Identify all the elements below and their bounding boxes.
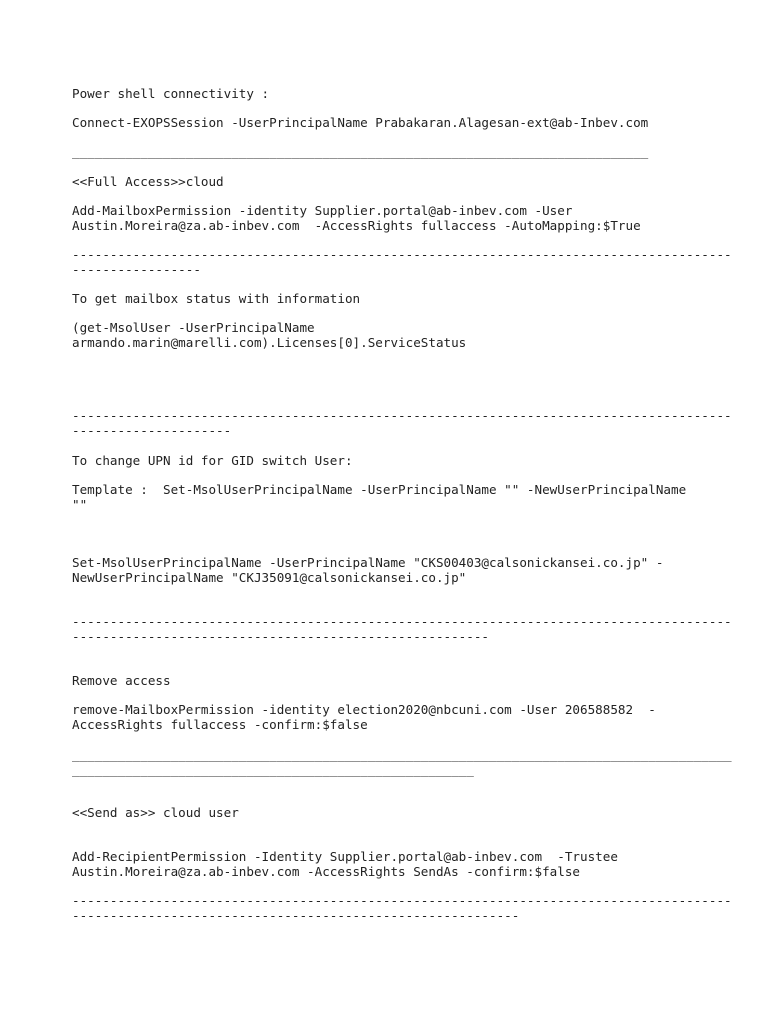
- command-get-msoluser-line2: armando.marin@marelli.com).Licenses[0].ServiceStatus: [72, 335, 467, 350]
- heading-remove-access: Remove access: [72, 673, 171, 688]
- command-get-msoluser-line1: (get-MsolUser -UserPrincipalName: [72, 320, 315, 335]
- separator-dashes-continued: ---------------------: [72, 423, 232, 438]
- heading-powershell-connectivity: Power shell connectivity :: [72, 86, 270, 101]
- command-set-msoluserprincipalname-line2: NewUserPrincipalName "CKJ35091@calsonickansei.co.jp": [72, 570, 467, 585]
- separator-underscore: _______________________________________________________________________________________: [72, 747, 732, 762]
- command-add-recipientpermission-line1: Add-RecipientPermission -Identity Supplier.portal@ab-inbev.com -Trustee: [72, 849, 618, 864]
- command-connect-exopssession: Connect-EXOPSSession -UserPrincipalName Prabakaran.Alagesan-ext@ab-Inbev.com: [72, 115, 649, 130]
- separator-underscore: ____________________________________________________________________________: [72, 144, 649, 159]
- command-add-recipientpermission-line2: Austin.Moreira@za.ab-inbev.com -AccessRights SendAs -confirm:$false: [72, 864, 580, 879]
- heading-change-upn: To change UPN id for GID switch User:: [72, 453, 353, 468]
- command-add-mailboxpermission-line2: Austin.Moreira@za.ab-inbev.com -AccessRights fullaccess -AutoMapping:$True: [72, 218, 641, 233]
- separator-dashes: ---------------------------------------------------------------------------------------: [72, 614, 732, 629]
- heading-mailbox-status: To get mailbox status with information: [72, 291, 361, 306]
- separator-dashes-continued: -------------------------------------------------------: [72, 629, 490, 644]
- separator-dashes-continued: -----------------------------------------------------------: [72, 908, 520, 923]
- command-remove-mailboxpermission-line1: remove-MailboxPermission -identity election2020@nbcuni.com -User 206588582 -: [72, 702, 656, 717]
- separator-dashes: ---------------------------------------------------------------------------------------: [72, 893, 732, 908]
- separator-dashes: ---------------------------------------------------------------------------------------: [72, 247, 732, 262]
- template-set-msoluserprincipalname-line2: "": [72, 497, 88, 512]
- separator-underscore-continued: _____________________________________________________: [72, 762, 474, 777]
- separator-dashes-continued: -----------------: [72, 262, 201, 277]
- command-add-mailboxpermission-line1: Add-MailboxPermission -identity Supplier.portal@ab-inbev.com -User: [72, 203, 573, 218]
- heading-send-as-cloud-user: <<Send as>> cloud user: [72, 805, 239, 820]
- separator-dashes: ---------------------------------------------------------------------------------------: [72, 408, 732, 423]
- template-set-msoluserprincipalname-line1: Template : Set-MsolUserPrincipalName -UserPrincipalName "" -NewUserPrincipalName: [72, 482, 687, 497]
- heading-full-access-cloud: <<Full Access>>cloud: [72, 174, 224, 189]
- command-set-msoluserprincipalname-line1: Set-MsolUserPrincipalName -UserPrincipalName "CKS00403@calsonickansei.co.jp" -: [72, 555, 664, 570]
- command-remove-mailboxpermission-line2: AccessRights fullaccess -confirm:$false: [72, 717, 368, 732]
